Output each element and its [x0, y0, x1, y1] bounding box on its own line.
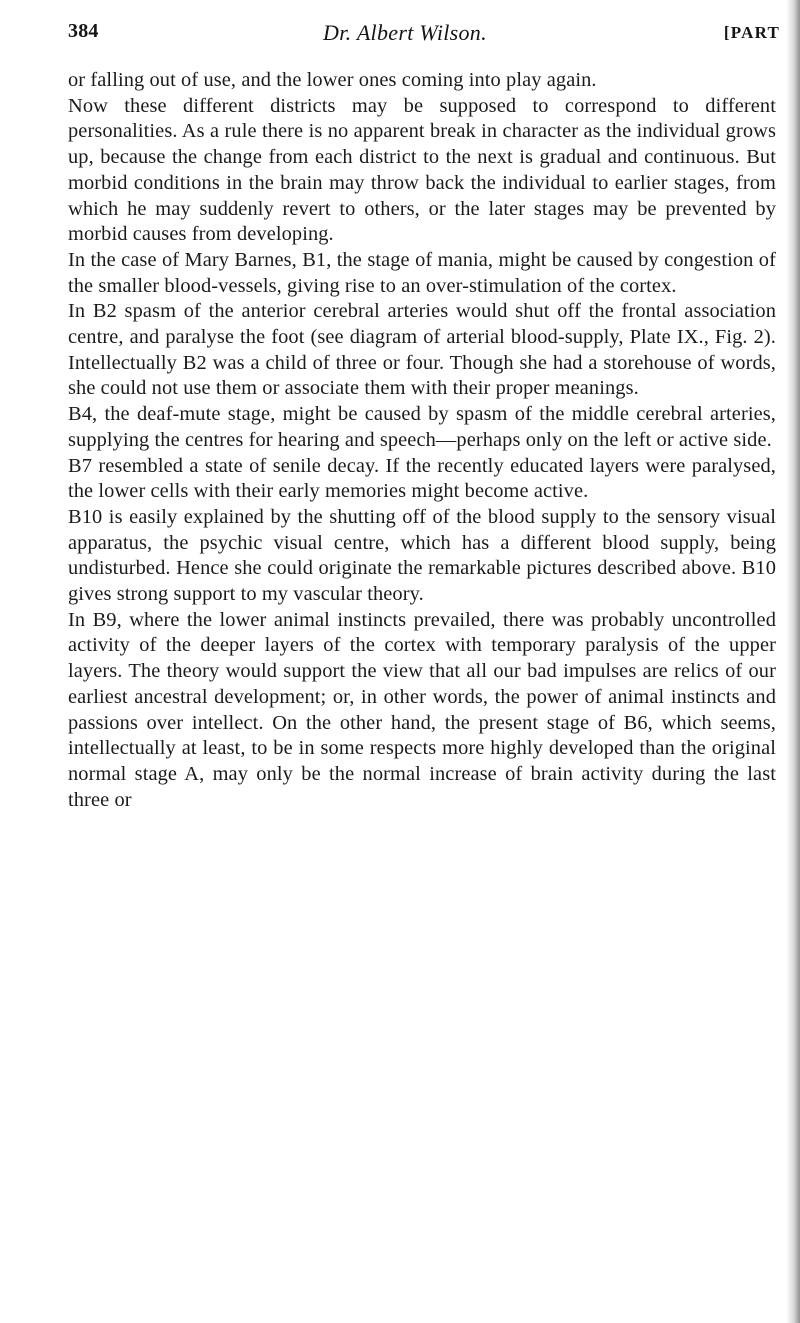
paragraph-b4-deaf-mute: B4, the deaf-mute stage, might be caused by spasm of the middle cerebral arteries, supplying the centres for hearing and speech—perhaps only on the left or active side. — [68, 403, 776, 451]
page-number: 384 — [68, 20, 99, 42]
paragraph-continuation: or falling out of use, and the lower ones coming into play again. — [68, 69, 597, 91]
paragraph-personalities: Now these different districts may be supposed to correspond to different personalities. As a rule there is no apparent break in character as the individual grows up, because the change from each district to the next is gradual and continuous. But morbid conditions in the brain may throw back the individual to earlier stages, from which he may suddenly revert to others, or the later stages may be prevented by morbid causes from developing. — [68, 94, 776, 246]
paragraph-b1-mania: In the case of Mary Barnes, B1, the stage of mania, might be caused by congestion of the smaller blood-vessels, giving rise to an over-stimulation of the cortex. — [68, 248, 776, 297]
part-label: [PART — [723, 23, 780, 42]
paragraph-b9-instincts: In B9, where the lower animal instincts prevailed, there was probably uncontrolled activity of the deeper layers of the cortex with temporary paralysis of the upper layers. The theory would support the view that all our bad impulses are relics of our earliest ancestral development; or, in other words, the power of animal instincts and passions over intellect. On the other hand, the present stage of B6, which seems, intellectually at least, to be in some respects more highly developed than the original normal stage A, may only be the normal increase of brain activity during the last three or — [68, 608, 776, 811]
page-edge-shadow — [786, 0, 800, 1323]
paragraph-b2-spasm: In B2 spasm of the anterior cerebral arteries would shut off the frontal association centre, and paralyse the foot (see diagram of arterial blood-supply, Plate IX., Fig. 2). Intellectually B2 was a child of three or four. Though she had a storehouse of words, she could not use them or associate them with their proper meanings. — [68, 300, 776, 400]
page-header — [68, 20, 780, 50]
paragraph-b10-visual: B10 is easily explained by the shutting off of the blood supply to the sensory visual apparatus, the psychic visual centre, which has a different blood supply, being undisturbed. Hence she could originate the remarkable pictures described above. B10 gives strong support to my vascular theory. — [68, 505, 776, 606]
running-title: Dr. Albert Wilson. — [323, 20, 487, 45]
paragraph-b7-senile: B7 resembled a state of senile decay. If the recently educated layers were paralysed, the lower cells with their early memories might become active. — [68, 454, 776, 503]
body-text — [68, 68, 776, 813]
